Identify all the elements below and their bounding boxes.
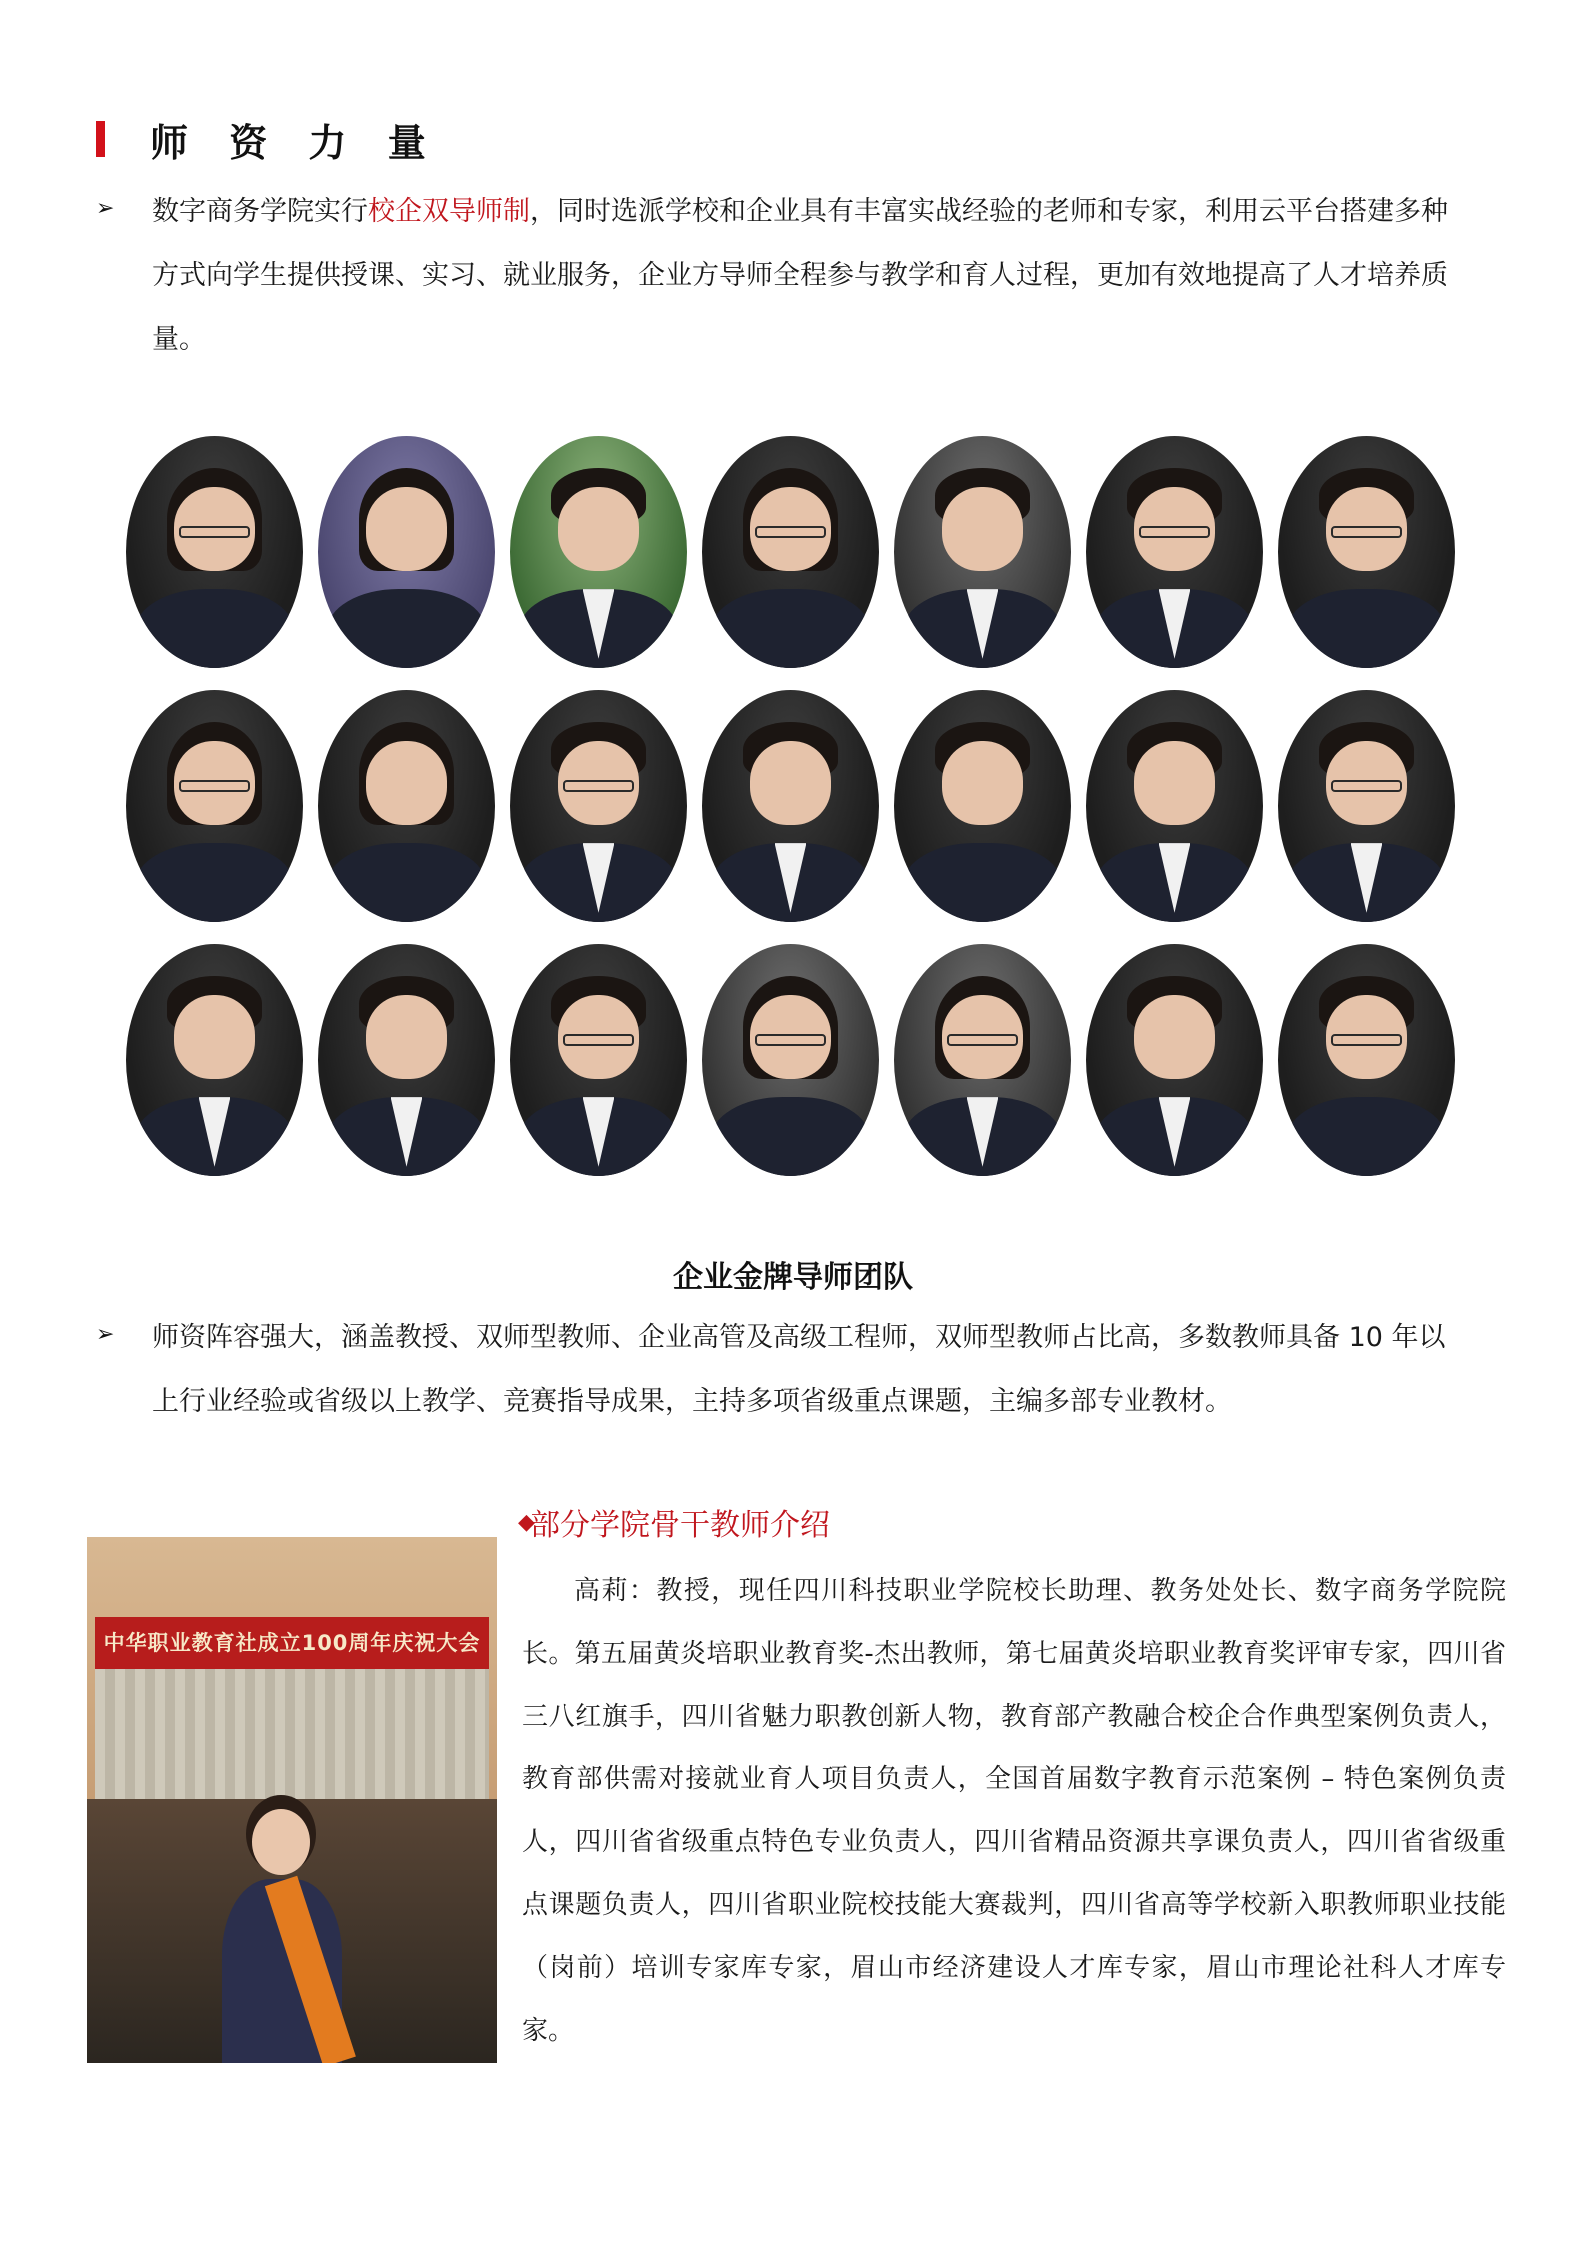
mentor-portrait	[126, 690, 303, 922]
mentor-portrait	[894, 690, 1071, 922]
teacher-bio: 高莉：教授，现任四川科技职业学院校长助理、教务处处长、数字商务学院院长。第五届黄炎培职业教育奖-杰出教师，第七届黄炎培职业教育奖评审专家，四川省三八红旗手，四川省魅力职教创新人物，教育部产教融合校企合作典型案例负责人，教育部供需对接就业育人项目负责人，全国首届数字教育示范案例 – 特色案例负责人，四川省省级重点特色专业负责人，四川省精品资源共享课负责人，四川省省级重点课题负责人，四川省职业院校技能大赛裁判，四川省高等学校新入职教师职业技能（岗前）培训专家库专家，眉山市经济建设人才库专家，眉山市理论社科人才库专家。	[522, 1576, 1506, 2046]
intro-bullet-icon: ➢	[96, 196, 115, 221]
mentor-portrait	[318, 436, 495, 668]
mentor-portrait	[894, 944, 1071, 1176]
mentor-portrait	[126, 944, 303, 1176]
intro-line-2: 方式向学生提供授课、实习、就业服务，企业方导师全程参与教学和育人过程，更加有效地提高了人才培养质	[152, 260, 1448, 291]
intro-text-after: ，同时选派学校和企业具有丰富实战经验的老师和专家，利用云平台搭建多种	[530, 196, 1448, 227]
mentor-portrait	[318, 690, 495, 922]
mentor-portrait	[702, 436, 879, 668]
mentor-portrait	[1278, 944, 1455, 1176]
intro-line-3: 量。	[152, 324, 206, 355]
mentor-portrait	[1086, 944, 1263, 1176]
mentor-portrait	[126, 436, 303, 668]
diamond-icon: ◆	[518, 1510, 535, 1535]
intro-text-before: 数字商务学院实行	[152, 196, 368, 227]
mentor-portrait	[318, 944, 495, 1176]
mentor-portrait	[1086, 436, 1263, 668]
mentor-portrait	[1278, 436, 1455, 668]
intro-highlight: 校企双导师制	[368, 196, 530, 227]
intro-line-1	[152, 180, 1448, 244]
mentor-portrait	[702, 690, 879, 922]
mentor-portrait	[1278, 690, 1455, 922]
summary-line-1: 师资阵容强大，涵盖教授、双师型教师、企业高管及高级工程师，双师型教师占比高，多数教师具备 10 年以	[152, 1322, 1446, 1353]
summary-bullet-icon: ➢	[96, 1322, 115, 1347]
section-title-marker	[96, 121, 105, 157]
featured-subtitle: 部分学院骨干教师介绍	[530, 1508, 830, 1543]
mentor-portrait	[894, 436, 1071, 668]
mentor-portrait	[1086, 690, 1263, 922]
mentor-portrait	[510, 690, 687, 922]
mentor-portrait-grid	[124, 432, 1454, 1184]
photo-banner-text: 中华职业教育社成立100周年庆祝大会	[95, 1617, 489, 1669]
mentor-portrait	[510, 944, 687, 1176]
mentor-portrait	[510, 436, 687, 668]
mentor-team-caption: 企业金牌导师团队	[673, 1260, 913, 1295]
featured-teacher-photo	[87, 1537, 497, 2063]
summary-line-2: 上行业经验或省级以上教学、竞赛指导成果，主持多项省级重点课题，主编多部专业教材。	[152, 1386, 1232, 1417]
section-title: 师 资 力 量	[150, 121, 440, 165]
mentor-portrait	[702, 944, 879, 1176]
